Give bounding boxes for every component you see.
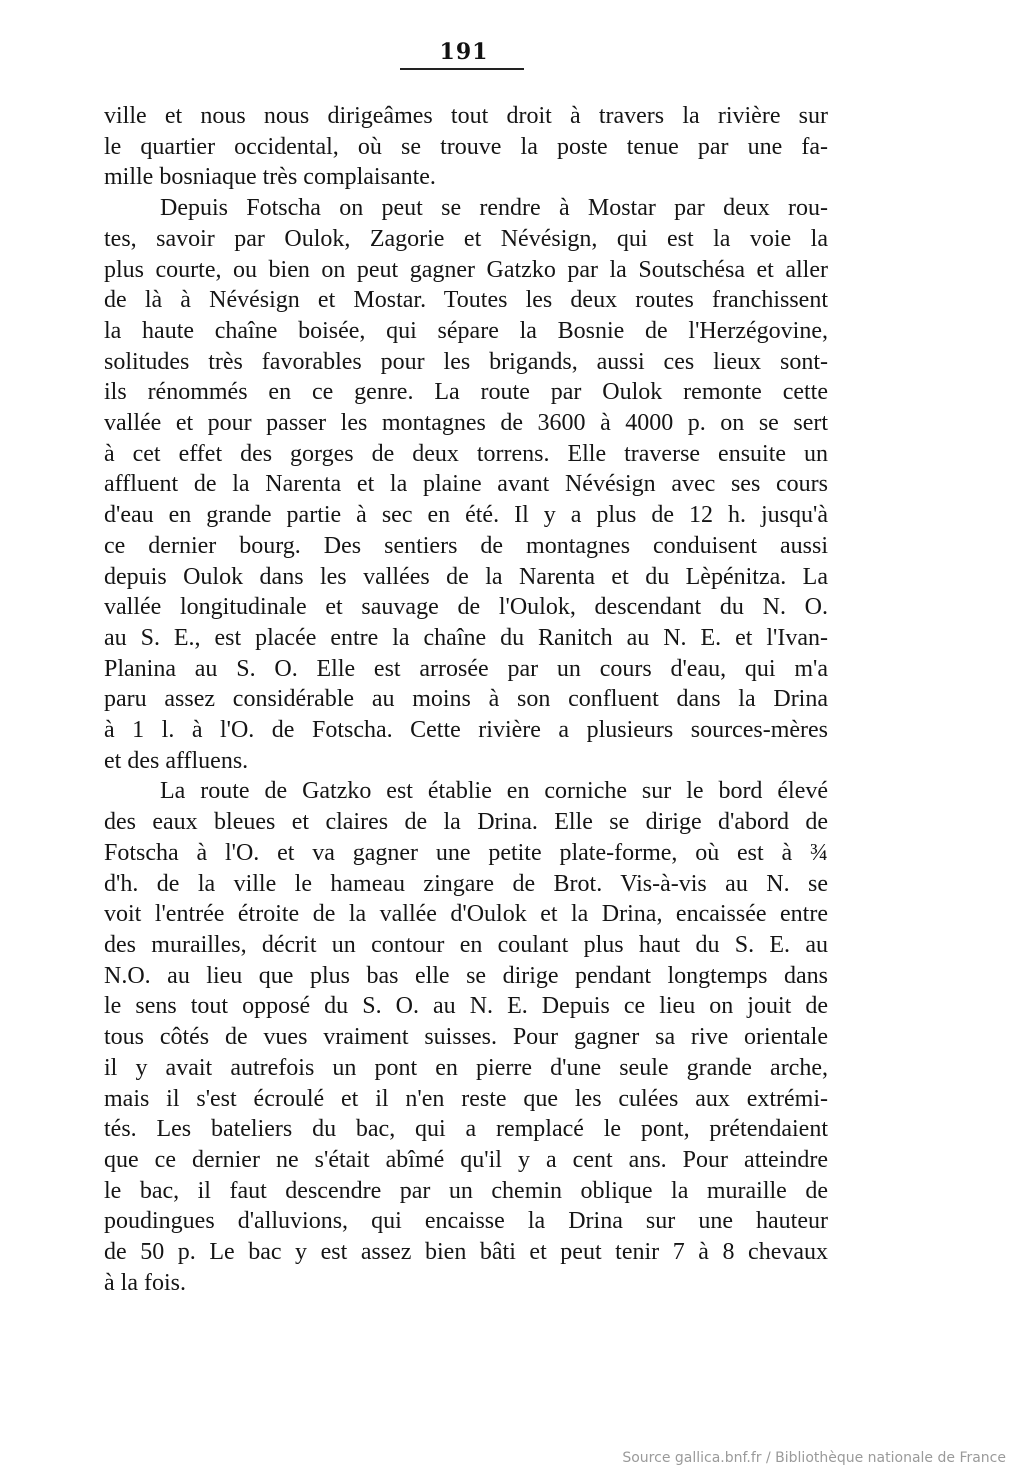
text-line: tes, savoir par Oulok, Zagorie et Névésign, qui est la voie la	[104, 225, 828, 252]
paragraph	[104, 193, 828, 776]
text-line: au S. E., est placée entre la chaîne du Ranitch au N. E. et l'Ivan-	[104, 624, 828, 651]
text-line: des eaux bleues et claires de la Drina. Elle se dirige d'abord de	[104, 809, 828, 836]
text-line: voit l'entrée étroite de la vallée d'Oulok et la Drina, encaissée entre	[104, 901, 828, 928]
text-line: Depuis Fotscha on peut se rendre à Mostar par deux rou-	[160, 195, 828, 222]
text-line: ce dernier bourg. Des sentiers de montagnes conduisent aussi	[104, 532, 828, 559]
text-line: ville et nous nous dirigeâmes tout droit à travers la rivière sur	[104, 103, 828, 129]
text-line: Fotscha à l'O. et va gagner une petite plate-forme, où est à ¾	[104, 839, 828, 866]
text-line: tés. Les bateliers du bac, qui a remplacé le pont, prétendaient	[104, 1116, 828, 1143]
text-line: tous côtés de vues vraiment suisses. Pour gagner sa rive orientale	[104, 1024, 828, 1051]
text-line: plus courte, ou bien on peut gagner Gatzko par la Soutschésa et aller	[104, 256, 828, 283]
text-line: d'eau en grande partie à sec en été. Il y a plus de 12 h. jusqu'à	[104, 502, 828, 529]
text-line: vallée longitudinale et sauvage de l'Oulok, descendant du N. O.	[104, 594, 828, 621]
paragraph	[104, 776, 828, 1298]
text-line: ils rénommés en ce genre. La route par Oulok remonte cette	[104, 379, 828, 406]
text-line: le bac, il faut descendre par un chemin oblique la muraille de	[104, 1177, 828, 1204]
text-line: mille bosniaque très complaisante.	[104, 164, 436, 191]
text-line: paru assez considérable au moins à son confluent dans la Drina	[104, 686, 828, 713]
source-attribution: Source gallica.bnf.fr / Bibliothèque nationale de France	[622, 1450, 1006, 1466]
header-rule	[400, 68, 524, 70]
text-line: poudingues d'alluvions, qui encaisse la Drina sur une hauteur	[104, 1208, 828, 1235]
page-number: 191	[439, 39, 489, 65]
text-line: affluent de la Narenta et la plaine avant Névésign avec ses cours	[104, 471, 828, 498]
text-line: le quartier occidental, où se trouve la poste tenue par une fa-	[104, 133, 828, 160]
paragraph	[104, 101, 828, 193]
text-line: depuis Oulok dans les vallées de la Narenta et du Lèpénitza. La	[104, 563, 828, 590]
text-line: vallée et pour passer les montagnes de 3600 à 4000 p. on se sert	[104, 410, 828, 437]
text-line: mais il s'est écroulé et il n'en reste que les culées aux extrémi-	[104, 1085, 828, 1112]
text-line: Planina au S. O. Elle est arrosée par un cours d'eau, qui m'a	[104, 655, 828, 682]
text-line: à 1 l. à l'O. de Fotscha. Cette rivière a plusieurs sources-mères	[104, 717, 828, 744]
text-line: il y avait autrefois un pont en pierre d'une seule grande arche,	[104, 1054, 828, 1081]
text-line: et des affluens.	[104, 747, 249, 774]
text-line: des murailles, décrit un contour en coulant plus haut du S. E. au	[104, 931, 828, 958]
text-line: de là à Névésign et Mostar. Toutes les deux routes franchissent	[104, 287, 828, 314]
text-line: que ce dernier ne s'était abîmé qu'il y a cent ans. Pour atteindre	[104, 1146, 828, 1173]
text-line: la haute chaîne boisée, qui sépare la Bosnie de l'Herzégovine,	[104, 317, 828, 344]
text-line: La route de Gatzko est établie en corniche sur le bord élevé	[160, 778, 828, 805]
text-line: le sens tout opposé du S. O. au N. E. Depuis ce lieu on jouit de	[104, 993, 828, 1020]
text-line: d'h. de la ville le hameau zingare de Brot. Vis-à-vis au N. se	[104, 870, 828, 897]
text-line: à cet effet des gorges de deux torrens. Elle traverse ensuite un	[104, 440, 828, 467]
text-line: à la fois.	[104, 1269, 186, 1296]
body-text	[104, 101, 828, 1298]
text-line: N.O. au lieu que plus bas elle se dirige pendant longtemps dans	[104, 962, 828, 989]
text-line: de 50 p. Le bac y est assez bien bâti et peut tenir 7 à 8 chevaux	[104, 1239, 828, 1266]
text-line: solitudes très favorables pour les brigands, aussi ces lieux sont-	[104, 348, 828, 375]
